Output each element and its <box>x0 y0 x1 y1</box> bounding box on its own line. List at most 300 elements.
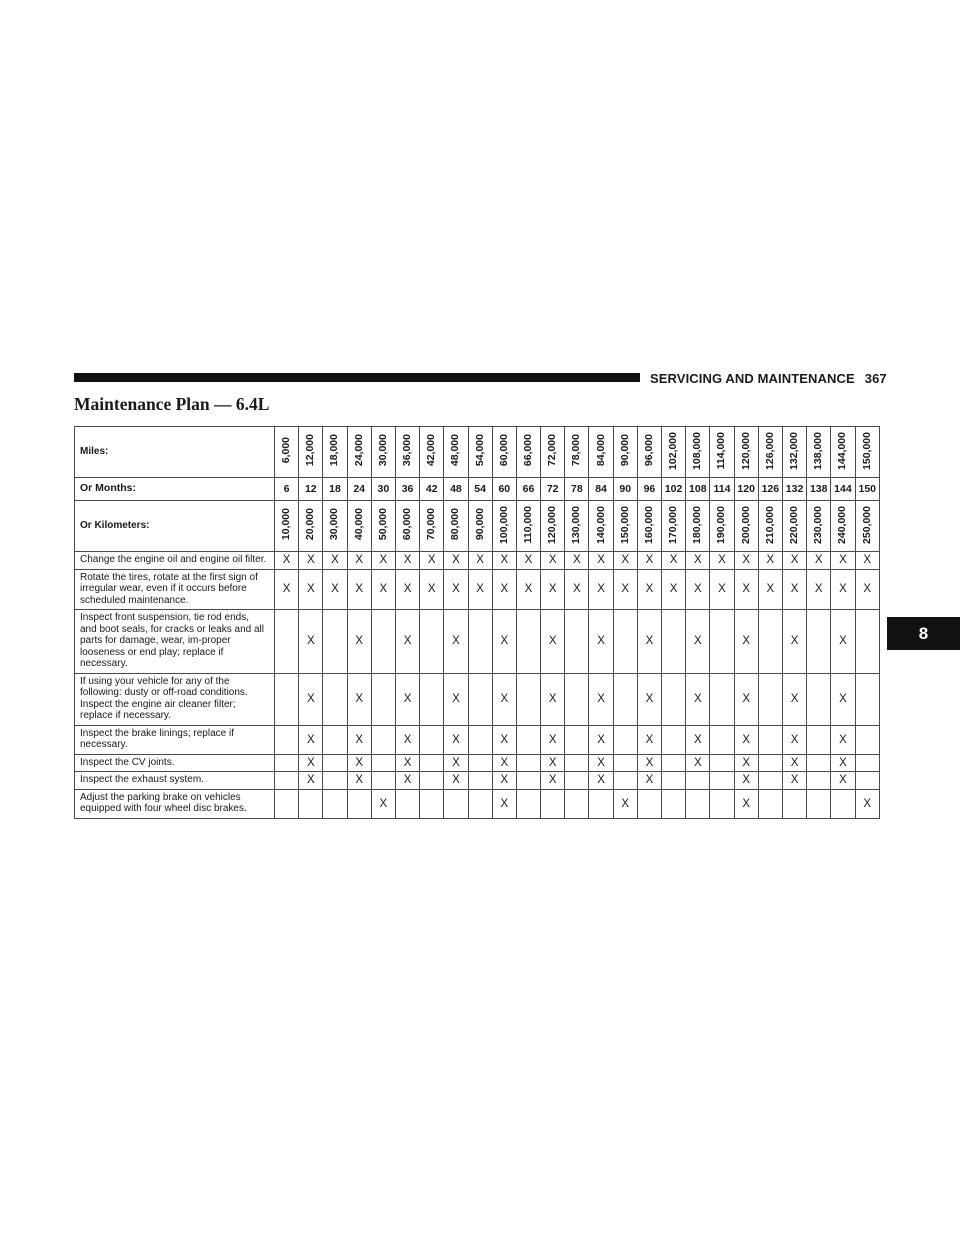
service-mark-cell: X <box>468 569 492 610</box>
service-mark-cell <box>710 772 734 790</box>
miles-cell-label: 42,000 <box>425 434 438 467</box>
miles-cell <box>323 427 347 478</box>
service-mark-cell: X <box>637 673 661 725</box>
service-mark-cell: X <box>831 725 855 754</box>
kilometers-cell <box>468 501 492 552</box>
service-mark-cell <box>855 772 880 790</box>
kilometers-cell <box>831 501 855 552</box>
kilometers-cell-label: 240,000 <box>836 505 849 544</box>
service-description: Inspect front suspension, tie rod ends, and boot seals, for cracks or leaks and all parts for damage, wear, im-proper looseness or end play; replace if necessary. <box>75 610 275 674</box>
service-mark-cell <box>758 789 782 818</box>
months-cell: 114 <box>710 478 734 501</box>
service-mark-cell: X <box>758 569 782 610</box>
miles-cell-label: 108,000 <box>691 431 704 470</box>
service-mark-cell: X <box>395 772 419 790</box>
service-mark-cell: X <box>492 569 516 610</box>
service-mark-cell: X <box>831 754 855 772</box>
service-mark-cell <box>323 754 347 772</box>
service-mark-cell <box>299 789 323 818</box>
service-mark-cell <box>710 754 734 772</box>
service-mark-cell: X <box>831 552 855 570</box>
miles-label: Miles: <box>75 427 275 478</box>
service-mark-cell <box>323 673 347 725</box>
service-mark-cell: X <box>541 772 565 790</box>
kilometers-cell <box>565 501 589 552</box>
service-mark-cell <box>807 789 831 818</box>
months-cell: 84 <box>589 478 613 501</box>
kilometers-label: Or Kilometers: <box>75 501 275 552</box>
service-mark-cell: X <box>516 552 540 570</box>
service-mark-cell: X <box>492 552 516 570</box>
kilometers-cell-label: 150,000 <box>618 505 631 544</box>
kilometers-cell <box>275 501 299 552</box>
service-mark-cell <box>395 789 419 818</box>
service-mark-cell: X <box>565 569 589 610</box>
service-mark-cell <box>420 673 444 725</box>
service-row <box>75 772 880 790</box>
miles-cell <box>831 427 855 478</box>
miles-cell-label: 126,000 <box>763 431 776 470</box>
months-cell: 30 <box>371 478 395 501</box>
service-mark-cell: X <box>782 725 806 754</box>
service-mark-cell: X <box>299 552 323 570</box>
service-mark-cell <box>662 725 686 754</box>
service-mark-cell: X <box>541 725 565 754</box>
service-mark-cell: X <box>686 673 710 725</box>
kilometers-cell <box>855 501 880 552</box>
service-mark-cell: X <box>299 673 323 725</box>
service-mark-cell: X <box>299 569 323 610</box>
service-mark-cell <box>468 673 492 725</box>
miles-cell-label: 96,000 <box>642 434 655 467</box>
months-cell: 18 <box>323 478 347 501</box>
service-mark-cell <box>710 673 734 725</box>
service-mark-cell: X <box>734 552 758 570</box>
service-mark-cell: X <box>275 569 299 610</box>
service-mark-cell: X <box>492 772 516 790</box>
service-mark-cell <box>420 754 444 772</box>
service-mark-cell <box>541 789 565 818</box>
service-mark-cell <box>686 789 710 818</box>
service-row <box>75 789 880 818</box>
service-mark-cell <box>855 725 880 754</box>
kilometers-cell-label: 180,000 <box>691 505 704 544</box>
service-mark-cell: X <box>395 610 419 674</box>
service-row <box>75 725 880 754</box>
service-mark-cell: X <box>395 725 419 754</box>
service-mark-cell <box>807 673 831 725</box>
service-mark-cell: X <box>782 552 806 570</box>
service-mark-cell <box>565 754 589 772</box>
service-mark-cell <box>855 673 880 725</box>
service-mark-cell: X <box>589 552 613 570</box>
service-mark-cell <box>420 610 444 674</box>
service-mark-cell <box>371 772 395 790</box>
service-mark-cell <box>275 789 299 818</box>
months-cell: 90 <box>613 478 637 501</box>
service-mark-cell <box>662 754 686 772</box>
service-mark-cell: X <box>444 754 468 772</box>
service-mark-cell: X <box>299 725 323 754</box>
kilometers-cell <box>782 501 806 552</box>
service-mark-cell: X <box>371 552 395 570</box>
service-mark-cell <box>758 772 782 790</box>
kilometers-cell-label: 220,000 <box>788 505 801 544</box>
miles-cell <box>347 427 371 478</box>
months-cell: 102 <box>662 478 686 501</box>
miles-cell <box>710 427 734 478</box>
service-mark-cell: X <box>275 552 299 570</box>
service-mark-cell <box>275 673 299 725</box>
miles-cell <box>758 427 782 478</box>
service-mark-cell: X <box>589 673 613 725</box>
service-mark-cell <box>468 610 492 674</box>
months-cell: 12 <box>299 478 323 501</box>
service-mark-cell <box>710 789 734 818</box>
service-mark-cell <box>371 610 395 674</box>
kilometers-cell <box>395 501 419 552</box>
kilometers-cell-label: 210,000 <box>763 505 776 544</box>
service-mark-cell: X <box>686 569 710 610</box>
miles-cell-label: 60,000 <box>497 434 510 467</box>
kilometers-cell-label: 30,000 <box>328 508 341 541</box>
service-mark-cell: X <box>734 725 758 754</box>
service-mark-cell: X <box>444 569 468 610</box>
service-mark-cell <box>613 754 637 772</box>
service-mark-cell: X <box>299 772 323 790</box>
service-mark-cell: X <box>734 754 758 772</box>
kilometers-cell <box>516 501 540 552</box>
service-mark-cell: X <box>444 610 468 674</box>
miles-cell <box>782 427 806 478</box>
service-mark-cell: X <box>807 552 831 570</box>
service-mark-cell <box>565 772 589 790</box>
service-mark-cell: X <box>782 569 806 610</box>
kilometers-cell-label: 50,000 <box>376 508 389 541</box>
service-mark-cell: X <box>299 610 323 674</box>
kilometers-cell-label: 140,000 <box>594 505 607 544</box>
miles-cell-label: 18,000 <box>328 434 341 467</box>
miles-cell-label: 6,000 <box>280 437 293 464</box>
service-mark-cell <box>323 610 347 674</box>
service-mark-cell: X <box>444 673 468 725</box>
service-mark-cell <box>323 725 347 754</box>
kilometers-cell <box>758 501 782 552</box>
service-mark-cell <box>807 772 831 790</box>
service-mark-cell <box>565 610 589 674</box>
service-mark-cell <box>807 610 831 674</box>
kilometers-cell-label: 130,000 <box>570 505 583 544</box>
service-mark-cell <box>565 789 589 818</box>
months-cell: 138 <box>807 478 831 501</box>
miles-cell <box>855 427 880 478</box>
service-mark-cell: X <box>637 610 661 674</box>
months-cell: 72 <box>541 478 565 501</box>
months-cell: 42 <box>420 478 444 501</box>
kilometers-cell-label: 70,000 <box>425 508 438 541</box>
service-mark-cell <box>347 789 371 818</box>
chapter-tab: 8 <box>887 617 960 650</box>
miles-cell <box>420 427 444 478</box>
miles-cell <box>541 427 565 478</box>
service-description: Adjust the parking brake on vehicles equipped with four wheel disc brakes. <box>75 789 275 818</box>
service-mark-cell: X <box>758 552 782 570</box>
service-mark-cell: X <box>637 552 661 570</box>
service-mark-cell: X <box>831 673 855 725</box>
miles-cell <box>589 427 613 478</box>
service-mark-cell: X <box>420 569 444 610</box>
service-description: Change the engine oil and engine oil filter. <box>75 552 275 570</box>
service-mark-cell <box>662 673 686 725</box>
kilometers-cell <box>420 501 444 552</box>
service-mark-cell <box>855 754 880 772</box>
kilometers-cell <box>613 501 637 552</box>
service-mark-cell: X <box>589 569 613 610</box>
kilometers-cell <box>444 501 468 552</box>
service-mark-cell: X <box>395 552 419 570</box>
miles-cell <box>492 427 516 478</box>
service-mark-cell <box>275 754 299 772</box>
miles-cell <box>299 427 323 478</box>
service-mark-cell: X <box>395 673 419 725</box>
service-mark-cell: X <box>686 754 710 772</box>
service-mark-cell <box>275 772 299 790</box>
service-mark-cell: X <box>710 569 734 610</box>
miles-cell-label: 90,000 <box>618 434 631 467</box>
months-cell: 96 <box>637 478 661 501</box>
miles-cell-label: 30,000 <box>376 434 389 467</box>
service-mark-cell: X <box>444 725 468 754</box>
service-mark-cell <box>637 789 661 818</box>
service-mark-cell <box>710 610 734 674</box>
service-mark-cell <box>516 754 540 772</box>
miles-cell-label: 36,000 <box>401 434 414 467</box>
kilometers-cell-label: 80,000 <box>449 508 462 541</box>
service-mark-cell: X <box>855 789 880 818</box>
months-cell: 60 <box>492 478 516 501</box>
service-mark-cell <box>323 789 347 818</box>
service-mark-cell <box>371 673 395 725</box>
kilometers-cell-label: 190,000 <box>715 505 728 544</box>
months-cell: 108 <box>686 478 710 501</box>
kilometers-cell <box>710 501 734 552</box>
service-mark-cell <box>275 725 299 754</box>
kilometers-cell-label: 160,000 <box>642 505 655 544</box>
months-cell: 120 <box>734 478 758 501</box>
service-mark-cell <box>782 789 806 818</box>
service-mark-cell: X <box>492 610 516 674</box>
service-mark-cell <box>468 754 492 772</box>
miles-cell-label: 78,000 <box>570 434 583 467</box>
kilometers-cell-label: 170,000 <box>667 505 680 544</box>
service-mark-cell: X <box>613 552 637 570</box>
service-mark-cell <box>613 673 637 725</box>
kilometers-cell <box>637 501 661 552</box>
months-cell: 150 <box>855 478 880 501</box>
kilometers-cell <box>807 501 831 552</box>
service-mark-cell <box>516 673 540 725</box>
kilometers-cell-label: 250,000 <box>860 505 873 544</box>
service-mark-cell: X <box>541 610 565 674</box>
miles-cell-label: 54,000 <box>473 434 486 467</box>
service-description: Rotate the tires, rotate at the first sign of irregular wear, even if it occurs before scheduled maintenance. <box>75 569 275 610</box>
service-mark-cell: X <box>807 569 831 610</box>
kilometers-cell <box>662 501 686 552</box>
miles-cell <box>444 427 468 478</box>
service-description: Inspect the brake linings; replace if necessary. <box>75 725 275 754</box>
service-mark-cell: X <box>299 754 323 772</box>
service-mark-cell: X <box>637 754 661 772</box>
months-cell: 66 <box>516 478 540 501</box>
service-mark-cell: X <box>516 569 540 610</box>
service-row <box>75 552 880 570</box>
service-mark-cell: X <box>782 772 806 790</box>
service-mark-cell <box>831 789 855 818</box>
kilometers-cell <box>589 501 613 552</box>
miles-cell <box>516 427 540 478</box>
miles-cell <box>807 427 831 478</box>
months-cell: 36 <box>395 478 419 501</box>
service-mark-cell <box>371 754 395 772</box>
service-mark-cell <box>613 610 637 674</box>
service-mark-cell <box>807 725 831 754</box>
service-description: Inspect the exhaust system. <box>75 772 275 790</box>
service-mark-cell: X <box>347 772 371 790</box>
service-mark-cell: X <box>637 569 661 610</box>
miles-cell-label: 132,000 <box>788 431 801 470</box>
months-cell: 78 <box>565 478 589 501</box>
header-rule <box>74 373 640 382</box>
service-mark-cell: X <box>734 772 758 790</box>
service-mark-cell <box>589 789 613 818</box>
service-row <box>75 754 880 772</box>
service-mark-cell: X <box>347 610 371 674</box>
service-row <box>75 569 880 610</box>
service-mark-cell: X <box>734 610 758 674</box>
service-mark-cell: X <box>395 754 419 772</box>
service-mark-cell <box>807 754 831 772</box>
miles-cell <box>613 427 637 478</box>
service-mark-cell: X <box>371 569 395 610</box>
service-mark-cell: X <box>541 673 565 725</box>
service-mark-cell: X <box>347 754 371 772</box>
service-mark-cell <box>758 754 782 772</box>
kilometers-cell-label: 10,000 <box>280 508 293 541</box>
service-mark-cell: X <box>831 569 855 610</box>
service-mark-cell: X <box>444 772 468 790</box>
service-mark-cell <box>468 772 492 790</box>
service-mark-cell <box>371 725 395 754</box>
service-mark-cell: X <box>492 673 516 725</box>
miles-cell <box>662 427 686 478</box>
months-cell: 126 <box>758 478 782 501</box>
months-cell: 48 <box>444 478 468 501</box>
service-mark-cell <box>565 673 589 725</box>
service-mark-cell: X <box>734 789 758 818</box>
miles-cell <box>565 427 589 478</box>
service-mark-cell: X <box>420 552 444 570</box>
kilometers-cell <box>371 501 395 552</box>
service-mark-cell: X <box>686 552 710 570</box>
service-mark-cell <box>420 789 444 818</box>
service-mark-cell: X <box>492 789 516 818</box>
kilometers-cell <box>347 501 371 552</box>
service-mark-cell: X <box>637 772 661 790</box>
miles-cell-label: 66,000 <box>521 434 534 467</box>
service-mark-cell: X <box>734 673 758 725</box>
service-mark-cell: X <box>782 754 806 772</box>
miles-cell <box>371 427 395 478</box>
service-mark-cell: X <box>662 552 686 570</box>
service-mark-cell: X <box>347 552 371 570</box>
service-row <box>75 673 880 725</box>
service-mark-cell: X <box>347 673 371 725</box>
service-mark-cell <box>516 725 540 754</box>
service-mark-cell: X <box>444 552 468 570</box>
miles-cell-label: 24,000 <box>352 434 365 467</box>
kilometers-cell-label: 100,000 <box>497 505 510 544</box>
miles-cell-label: 48,000 <box>449 434 462 467</box>
months-cell: 132 <box>782 478 806 501</box>
kilometers-cell-label: 200,000 <box>739 505 752 544</box>
service-mark-cell <box>323 772 347 790</box>
kilometers-cell <box>734 501 758 552</box>
service-mark-cell <box>613 772 637 790</box>
service-mark-cell: X <box>565 552 589 570</box>
kilometers-cell-label: 120,000 <box>546 505 559 544</box>
service-mark-cell <box>468 789 492 818</box>
service-mark-cell: X <box>613 569 637 610</box>
service-mark-cell: X <box>710 552 734 570</box>
service-mark-cell: X <box>662 569 686 610</box>
service-mark-cell: X <box>468 552 492 570</box>
miles-cell <box>734 427 758 478</box>
table-row <box>75 478 880 501</box>
service-mark-cell <box>686 772 710 790</box>
service-mark-cell <box>516 610 540 674</box>
miles-cell-label: 144,000 <box>836 431 849 470</box>
service-mark-cell: X <box>831 772 855 790</box>
kilometers-cell-label: 230,000 <box>812 505 825 544</box>
service-mark-cell <box>444 789 468 818</box>
service-mark-cell: X <box>589 754 613 772</box>
section-title: SERVICING AND MAINTENANCE <box>650 370 855 386</box>
service-mark-cell: X <box>347 569 371 610</box>
service-mark-cell: X <box>541 552 565 570</box>
service-mark-cell <box>662 772 686 790</box>
miles-cell <box>275 427 299 478</box>
service-mark-cell: X <box>637 725 661 754</box>
kilometers-cell <box>299 501 323 552</box>
service-mark-cell: X <box>734 569 758 610</box>
service-mark-cell: X <box>855 569 880 610</box>
kilometers-cell <box>686 501 710 552</box>
service-mark-cell: X <box>686 610 710 674</box>
service-mark-cell: X <box>855 552 880 570</box>
service-mark-cell: X <box>782 673 806 725</box>
months-label: Or Months: <box>75 478 275 501</box>
service-mark-cell <box>855 610 880 674</box>
service-mark-cell: X <box>541 754 565 772</box>
service-mark-cell: X <box>395 569 419 610</box>
kilometers-cell-label: 110,000 <box>521 505 534 544</box>
months-cell: 6 <box>275 478 299 501</box>
service-mark-cell <box>516 772 540 790</box>
kilometers-cell-label: 20,000 <box>304 508 317 541</box>
service-mark-cell: X <box>492 754 516 772</box>
page-number: 367 <box>864 370 887 386</box>
service-mark-cell: X <box>831 610 855 674</box>
